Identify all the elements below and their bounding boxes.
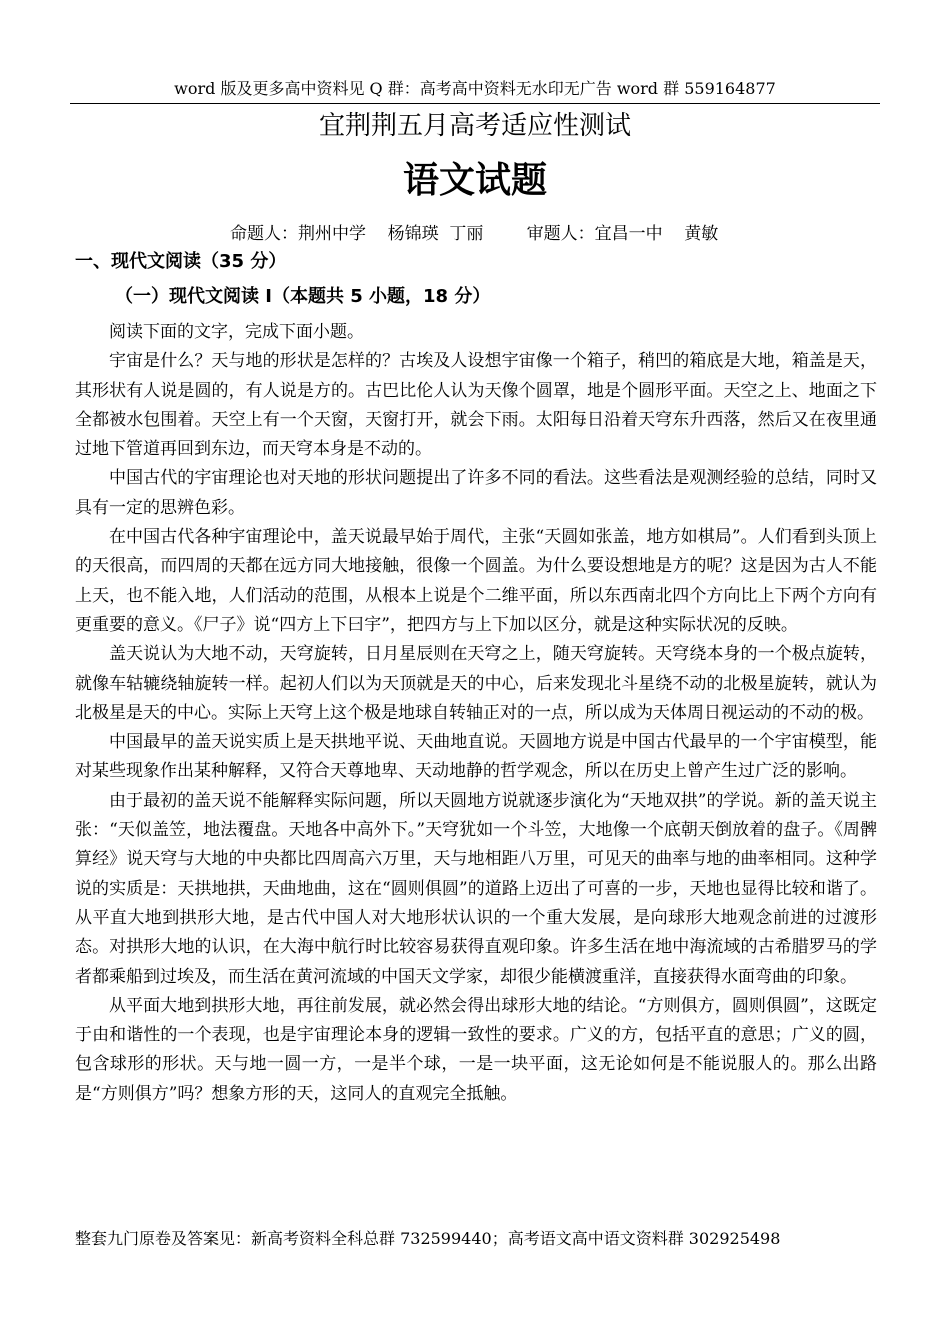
- paragraph: 中国古代的宇宙理论也对天地的形状问题提出了许多不同的看法。这些看法是观测经验的总结，同时又具有一定的思辨色彩。: [75, 468, 877, 518]
- exam-title: 宜荆荆五月高考适应性测试: [318, 111, 631, 141]
- section-heading: 一、现代文阅读（35 分）: [75, 251, 287, 272]
- footer-note: 整套九门原卷及答案见：新高考资料全科总群 732599440；高考语文高中语文资料群 302925498: [75, 1229, 781, 1248]
- paragraph: 阅读下面的文字，完成下面小题。: [109, 322, 364, 342]
- header-note: word 版及更多高中资料见 Q 群：高考高中资料无水印无广告 word 群 559164877: [174, 79, 776, 98]
- paragraph: 在中国古代各种宇宙理论中，盖天说最早始于周代，主张“天圆如张盖，地方如棋局”。人们看到头顶上的天很高，而四周的天都在远方同大地接触，很像一个圆盖。为什么要设想地是方的呢？这是因为古人不能上天，也不能入地，人们活动的范围，从根本上说是个二维平面，所以东西南北四个方向比上下两个方向有更重要的意义。《尸子》说“四方上下曰宇”，把四方与上下加以区分，就是这种实际状况的反映。: [75, 527, 877, 635]
- subsection-heading: （一）现代文阅读 I（本题共 5 小题，18 分）: [115, 286, 491, 307]
- header-divider: [70, 103, 880, 104]
- subject-title: 语文试题: [402, 160, 547, 201]
- authors-line: 命题人：荆州中学 杨锦瑛 丁丽 审题人：宜昌一中 黄敏: [230, 224, 719, 244]
- paragraph: 宇宙是什么？天与地的形状是怎样的？古埃及人设想宇宙像一个箱子，稍凹的箱底是大地，箱盖是天，其形状有人说是圆的，有人说是方的。古巴比伦人认为天像个圆罩，地是个圆形平面。天空之上、地面之下全都被水包围着。天空上有一个天窗，天窗打开，就会下雨。太阳每日沿着天穹东升西落，然后又在夜里通过地下管道再回到东边，而天穹本身是不动的。: [75, 351, 877, 460]
- paragraph: 由于最初的盖天说不能解释实际问题，所以天圆地方说就逐步演化为“天地双拱”的学说。新的盖天说主张：“天似盖笠，地法覆盘。天地各中高外下。”天穹犹如一个斗笠，大地像一个底朝天倒放着的盘子。《周髀算经》说天穹与大地的中央都比四周高六万里，天与地相距八万里，可见天的曲率与地的曲率相同。这种学说的实质是：天拱地拱，天曲地曲，这在“圆则俱圆”的道路上迈出了可喜的一步，天地也显得比较和谐了。从平直大地到拱形大地，是古代中国人对大地形状认识的一个重大发展，是向球形大地观念前进的过渡形态。对拱形大地的认识，在大海中航行时比较容易获得直观印象。许多生活在地中海流域的古希腊罗马的学者都乘船到过埃及，而生活在黄河流域的中国天文学家，却很少能横渡重洋，直接获得水面弯曲的印象。: [75, 790, 877, 987]
- paragraph: 从平面大地到拱形大地，再往前发展，就必然会得出球形大地的结论。“方则俱方，圆则俱圆”，这既定于由和谐性的一个表现，也是宇宙理论本身的逻辑一致性的要求。广义的方，包括平直的意思；广义的圆，包含球形的形状。天与地一圆一方，一是半个球，一是一块平面，这无论如何是不能说服人的。那么出路是“方则俱方”吗？想象方形的天，这同人的直观完全抵触。: [75, 995, 877, 1104]
- paragraph: 中国最早的盖天说实质上是天拱地平说、天曲地直说。天圆地方说是中国古代最早的一个宇宙模型，能对某些现象作出某种解释，又符合天尊地卑、天动地静的哲学观念，所以在历史上曾产生过广泛的影响。: [75, 732, 877, 782]
- paragraph: 盖天说认为大地不动，天穹旋转，日月星辰则在天穹之上，随天穹旋转。天穹绕本身的一个极点旋转，就像车轱辘绕轴旋转一样。起初人们以为天顶就是天的中心，后来发现北斗星绕不动的北极星旋转，就认为北极星是天的中心。实际上天穹上这个极是地球自转轴正对的一点，所以成为天体周日视运动的不动的极。: [75, 644, 877, 723]
- reading-passage: [75, 318, 877, 1109]
